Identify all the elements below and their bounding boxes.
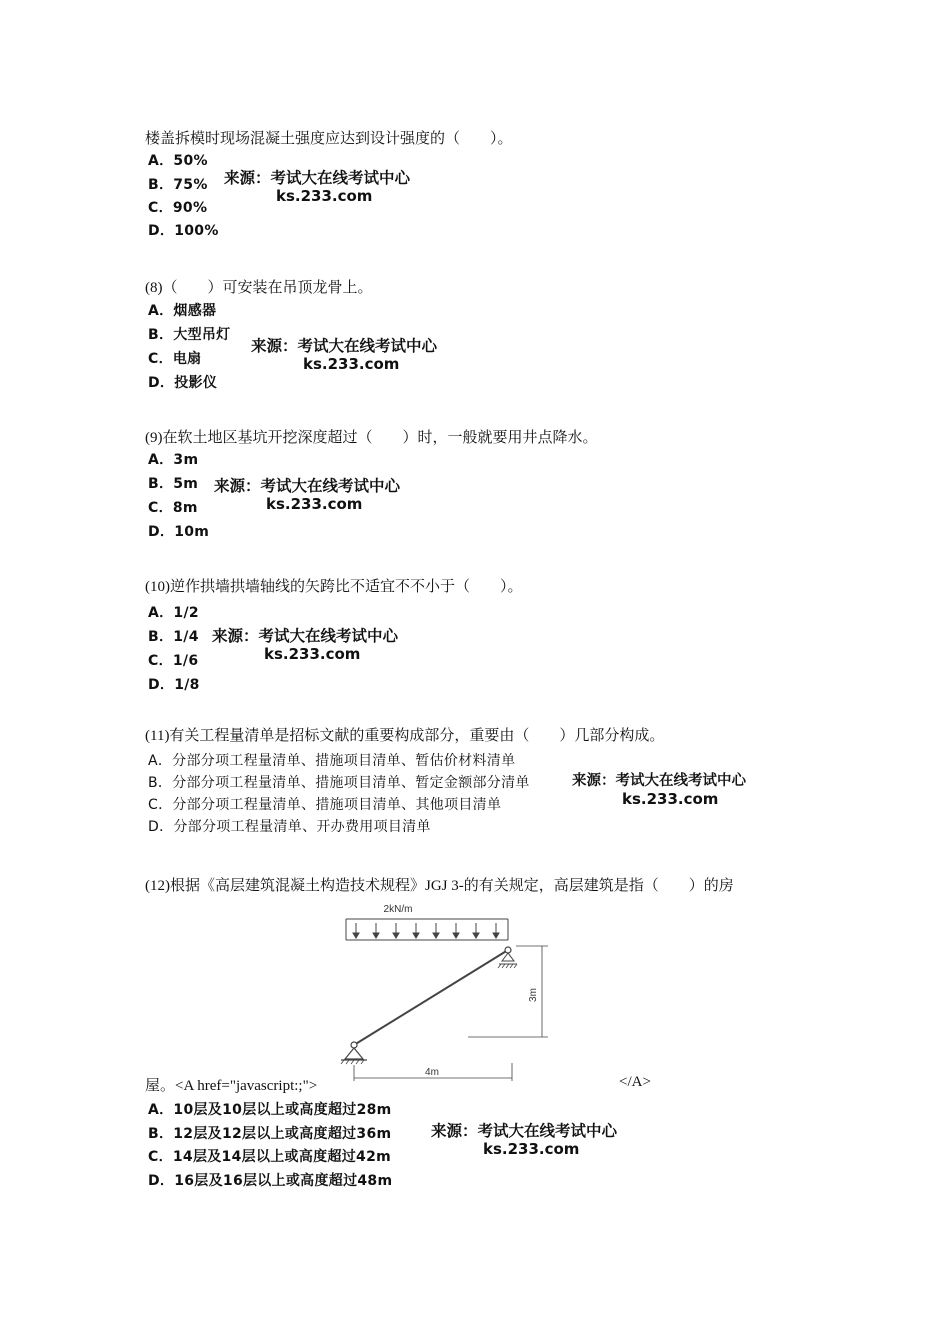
source-label: 来源：考试大在线考试中心 (224, 169, 411, 187)
source-label: 来源：考试大在线考试中心 (212, 627, 399, 645)
q10-option-b: B．1/4 (148, 629, 199, 645)
q12-option-b: B．12层及12层以上或高度超过36m (148, 1126, 392, 1142)
q7-source-watermark (224, 169, 410, 205)
q12-option-c: C．14层及14层以上或高度超过42m (148, 1149, 392, 1165)
source-label: 来源：考试大在线考试中心 (214, 477, 401, 495)
question-10-stem: (10)逆作拱墙拱墙轴线的矢跨比不适宜不不小于（ ）。 (145, 579, 523, 595)
source-url: ks.233.com (276, 187, 373, 205)
source-label: 来源：考试大在线考试中心 (572, 773, 746, 789)
source-url: ks.233.com (303, 355, 400, 373)
span-label: 4m (425, 1067, 439, 1078)
q12-source-watermark (431, 1122, 617, 1158)
q9-source-watermark (214, 477, 400, 513)
source-url: ks.233.com (622, 790, 719, 808)
q8-option-b: B．大型吊灯 (148, 327, 231, 343)
question-11-stem: (11)有关工程量清单是招标文献的重要构成部分，重要由（ ）几部分构成。 (145, 728, 665, 744)
load-arrows (353, 923, 499, 938)
q12-option-a: A．10层及10层以上或高度超过28m (148, 1102, 392, 1118)
source-label: 来源：考试大在线考试中心 (251, 337, 438, 355)
question-8-stem: (8)（ ）可安装在吊顶龙骨上。 (145, 280, 373, 296)
question-7-stem: 楼盖拆模时现场混凝土强度应达到设计强度的（ ）。 (145, 131, 513, 147)
question-12-stem: (12)根据《高层建筑混凝土构造技术规程》JGJ 3-的有关规定，高层建筑是指（ ）的房 (145, 878, 734, 894)
inclined-member (354, 950, 508, 1045)
q12-option-d: D．16层及16层以上或高度超过48m (148, 1173, 393, 1189)
q9-option-c: C．8m (148, 500, 198, 516)
q11-option-b: B．分部分项工程量清单、措施项目清单、暂定金额部分清单 (148, 775, 530, 791)
question-12-stem-end: </A> (619, 1074, 651, 1090)
q11-option-d: D．分部分项工程量清单、开办费用项目清单 (148, 819, 431, 835)
q10-option-c: C．1/6 (148, 653, 199, 669)
source-label: 来源：考试大在线考试中心 (431, 1122, 618, 1140)
q11-option-a: A．分部分项工程量清单、措施项目清单、暂估价材料清单 (148, 753, 516, 769)
question-12-stem-continued: 屋。<A href="javascript:;"> (145, 1078, 318, 1094)
q11-source-watermark (572, 772, 746, 808)
q7-option-d: D．100% (148, 223, 219, 239)
q8-option-a: A．烟感器 (148, 303, 217, 319)
q9-option-a: A．3m (148, 452, 199, 468)
q7-option-a: A．50% (148, 153, 208, 169)
q11-option-c: C．分部分项工程量清单、措施项目清单、其他项目清单 (148, 797, 502, 813)
q10-option-d: D．1/8 (148, 677, 200, 693)
q10-option-a: A．1/2 (148, 605, 199, 621)
height-label: 3m (528, 988, 539, 1002)
source-url: ks.233.com (483, 1140, 580, 1158)
q8-option-d: D．投影仪 (148, 375, 218, 391)
q8-option-c: C．电扇 (148, 351, 202, 367)
q9-option-d: D．10m (148, 524, 210, 540)
q7-option-c: C．90% (148, 200, 208, 216)
source-url: ks.233.com (264, 645, 361, 663)
source-url: ks.233.com (266, 495, 363, 513)
q9-option-b: B．5m (148, 476, 199, 492)
load-label: 2kN/m (383, 904, 413, 915)
q8-source-watermark (251, 337, 437, 373)
q10-source-watermark (212, 627, 398, 663)
q7-option-b: B．75% (148, 177, 208, 193)
beam-diagram (336, 897, 551, 1085)
question-9-stem: (9)在软土地区基坑开挖深度超过（ ）时，一般就要用井点降水。 (145, 430, 598, 446)
